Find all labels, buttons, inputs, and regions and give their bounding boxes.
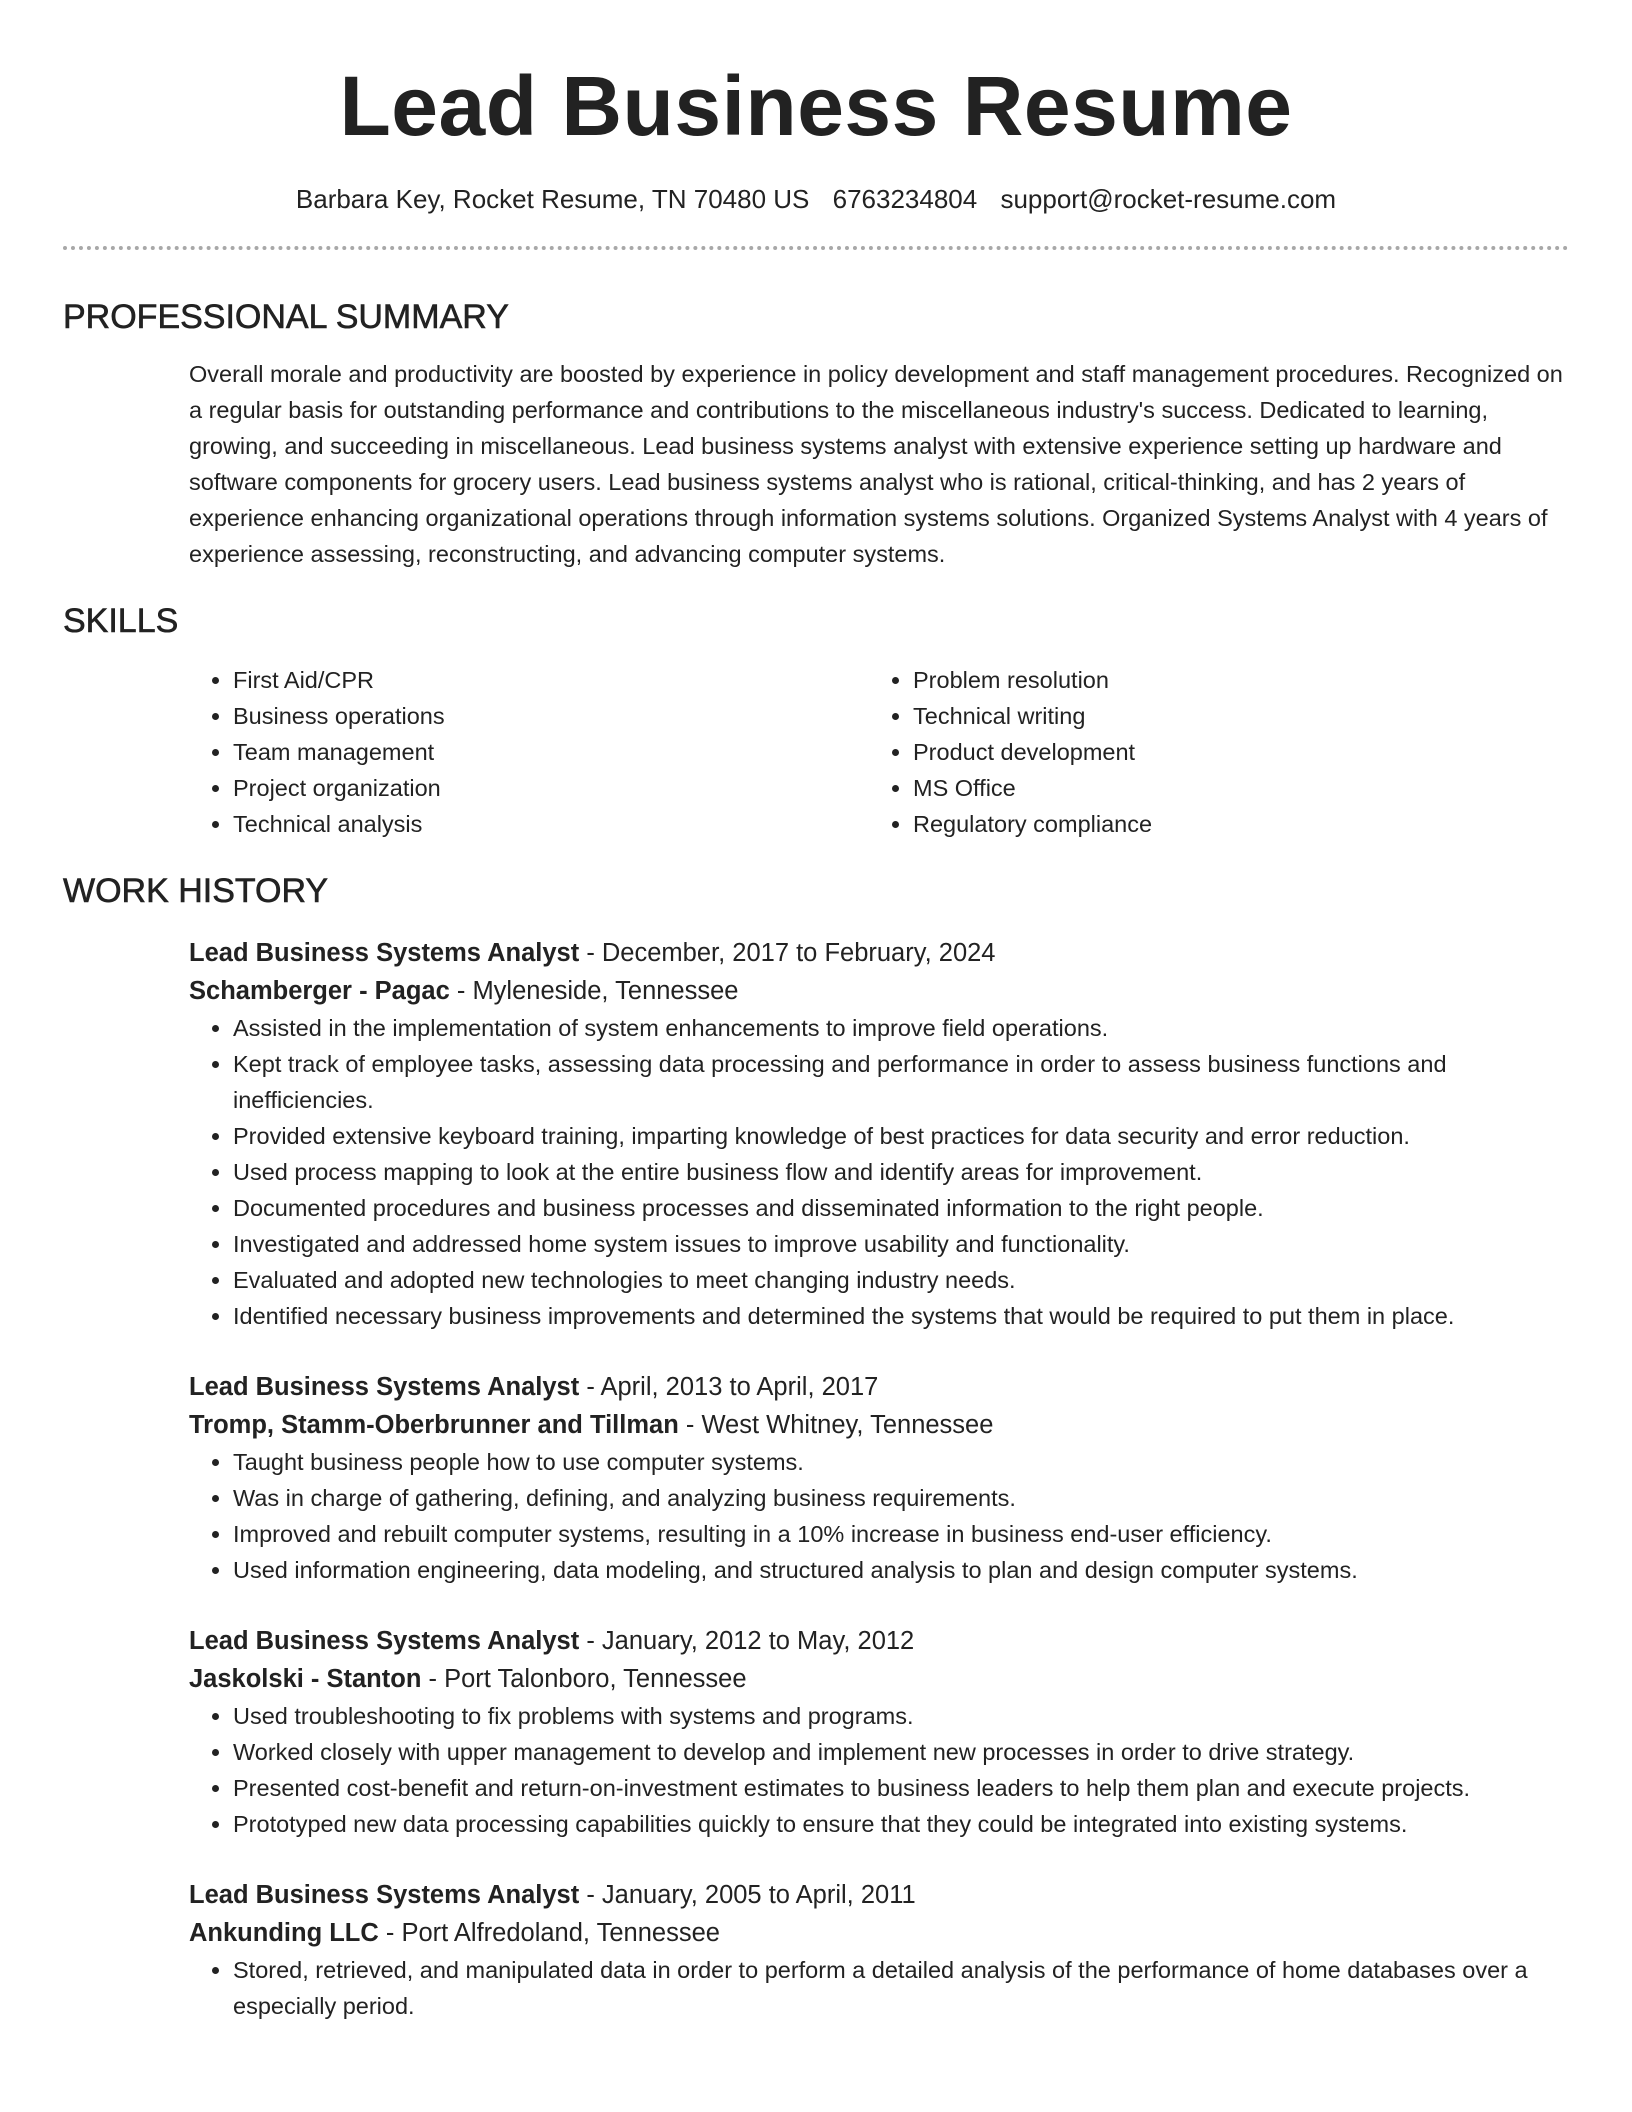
skills-grid xyxy=(189,662,1569,842)
skills-column-left xyxy=(189,662,869,842)
job-bullet: • Evaluated and adopted new technologies to meet changing industry needs. xyxy=(233,1262,1569,1298)
job-bullet: • Identified necessary business improvements and determined the systems that would be required to put them in place. xyxy=(233,1298,1569,1334)
contact-phone: 6763234804 xyxy=(832,184,978,214)
job-company-line xyxy=(189,1660,1569,1698)
job-bullet: • Improved and rebuilt computer systems, resulting in a 10% increase in business end-user efficiency. xyxy=(233,1516,1569,1552)
job-location: - Port Alfredoland, Tennessee xyxy=(378,1919,720,1947)
job-bullet: • Taught business people how to use computer systems. xyxy=(233,1444,1569,1480)
skills-heading: SKILLS xyxy=(63,602,179,640)
contact-line xyxy=(63,182,1569,216)
job-company: Ankunding LLC xyxy=(189,1919,379,1947)
job-dates: - January, 2005 to April, 2011 xyxy=(579,1881,916,1909)
work-history xyxy=(189,934,1569,2024)
job-location: - Myleneside, Tennessee xyxy=(449,977,739,1005)
job-bullet: • Used information engineering, data modeling, and structured analysis to plan and design computer systems. xyxy=(233,1552,1569,1588)
job-bullet: • Worked closely with upper management to develop and implement new processes in order to drive strategy. xyxy=(233,1734,1569,1770)
job-dates: - December, 2017 to February, 2024 xyxy=(579,939,996,967)
job-bullets xyxy=(189,1010,1569,1334)
job-title: Lead Business Systems Analyst xyxy=(189,1373,580,1401)
skill-item: • Technical writing xyxy=(913,698,1549,734)
job-title: Lead Business Systems Analyst xyxy=(189,1881,580,1909)
job-title-line xyxy=(189,1368,1569,1406)
job-location: - West Whitney, Tennessee xyxy=(678,1411,994,1439)
job-dates: - January, 2012 to May, 2012 xyxy=(579,1627,915,1655)
job-company: Tromp, Stamm-Oberbrunner and Tillman xyxy=(189,1411,679,1439)
job-entry xyxy=(189,1368,1569,1588)
job-company: Schamberger - Pagac xyxy=(189,977,450,1005)
skill-item: • Problem resolution xyxy=(913,662,1549,698)
job-company-line xyxy=(189,1406,1569,1444)
job-bullet: • Presented cost-benefit and return-on-investment estimates to business leaders to help them plan and execute projects. xyxy=(233,1770,1569,1806)
skill-item: • Technical analysis xyxy=(233,806,869,842)
skills-list-right xyxy=(869,662,1549,842)
job-title-line xyxy=(189,934,1569,972)
skill-item: • Project organization xyxy=(233,770,869,806)
job-bullet: • Investigated and addressed home system issues to improve usability and functionality. xyxy=(233,1226,1569,1262)
summary-text: Overall morale and productivity are boosted by experience in policy development and staff management procedures. Recognized on a regular basis for outstanding performance and contributions to the miscellaneous industry's success. Dedicated to learning, growing, and succeeding in miscellaneous. Lead business systems analyst with extensive experience setting up hardware and software components for grocery users. Lead business systems analyst who is rational, critical-thinking, and has 2 years of experience enhancing organizational operations through information systems solutions. Organized Systems Analyst with 4 years of experience assessing, reconstructing, and advancing computer systems. xyxy=(189,361,1563,567)
job-bullets xyxy=(189,1952,1569,2024)
resume-title: Lead Business Resume xyxy=(339,59,1293,153)
job-company: Jaskolski - Stanton xyxy=(189,1665,422,1693)
summary-heading: PROFESSIONAL SUMMARY xyxy=(63,298,509,336)
job-title: Lead Business Systems Analyst xyxy=(189,939,580,967)
skill-item: • Team management xyxy=(233,734,869,770)
skill-item: • Business operations xyxy=(233,698,869,734)
skill-item: • First Aid/CPR xyxy=(233,662,869,698)
skills-list-left xyxy=(189,662,869,842)
job-bullet: • Used process mapping to look at the entire business flow and identify areas for improvement. xyxy=(233,1154,1569,1190)
skill-item: • MS Office xyxy=(913,770,1549,806)
job-location: - Port Talonboro, Tennessee xyxy=(421,1665,747,1693)
job-company-line xyxy=(189,972,1569,1010)
job-bullet: • Stored, retrieved, and manipulated data in order to perform a detailed analysis of the performance of home databases over a especially period. xyxy=(233,1952,1569,2024)
skills-column-right xyxy=(869,662,1549,842)
skill-item: • Regulatory compliance xyxy=(913,806,1549,842)
job-entry xyxy=(189,1876,1569,2024)
job-entry xyxy=(189,1622,1569,1842)
job-title: Lead Business Systems Analyst xyxy=(189,1627,580,1655)
job-company-line xyxy=(189,1914,1569,1952)
job-bullet: • Prototyped new data processing capabilities quickly to ensure that they could be integrated into existing systems. xyxy=(233,1806,1569,1842)
contact-address: Barbara Key, Rocket Resume, TN 70480 US xyxy=(295,184,810,214)
job-bullet: • Provided extensive keyboard training, imparting knowledge of best practices for data security and error reduction. xyxy=(233,1118,1569,1154)
header-divider xyxy=(63,246,1569,250)
contact-email: support@rocket-resume.com xyxy=(1000,184,1337,214)
job-bullets xyxy=(189,1698,1569,1842)
job-bullet: • Was in charge of gathering, defining, and analyzing business requirements. xyxy=(233,1480,1569,1516)
job-bullet: • Documented procedures and business processes and disseminated information to the right people. xyxy=(233,1190,1569,1226)
job-title-line xyxy=(189,1876,1569,1914)
job-bullet: • Assisted in the implementation of system enhancements to improve field operations. xyxy=(233,1010,1569,1046)
job-dates: - April, 2013 to April, 2017 xyxy=(579,1373,879,1401)
job-bullet: • Used troubleshooting to fix problems with systems and programs. xyxy=(233,1698,1569,1734)
job-entry xyxy=(189,934,1569,1334)
job-bullets xyxy=(189,1444,1569,1588)
skill-item: • Product development xyxy=(913,734,1549,770)
job-title-line xyxy=(189,1622,1569,1660)
work-history-heading: WORK HISTORY xyxy=(63,872,329,910)
job-bullet: • Kept track of employee tasks, assessing data processing and performance in order to assess business functions and inefficiencies. xyxy=(233,1046,1569,1118)
